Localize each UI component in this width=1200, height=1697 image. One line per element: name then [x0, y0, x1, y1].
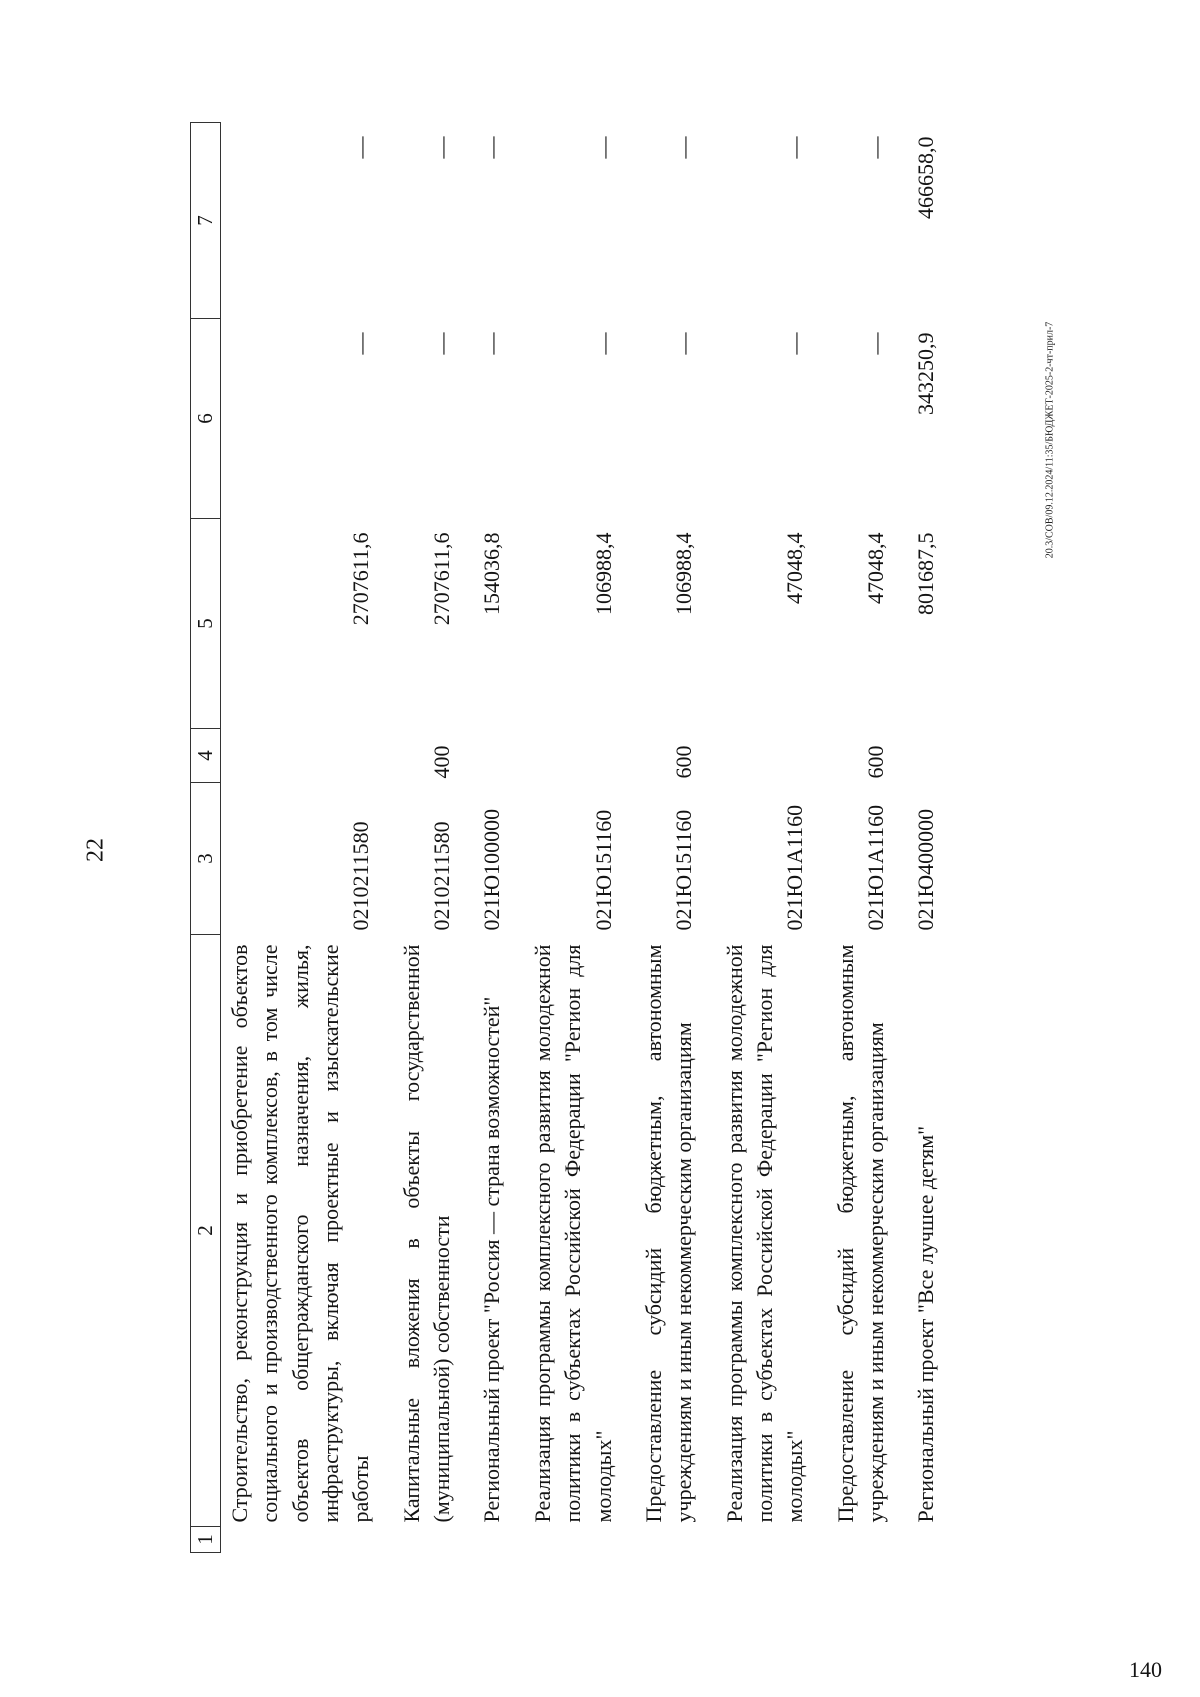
cell-value-5: 47048,4: [863, 532, 889, 604]
table-row: [700, 123, 811, 1553]
cell-value-7: —: [863, 136, 889, 159]
cell-code: 021Ю1А1160: [782, 804, 808, 931]
table-header-row: [191, 123, 221, 1553]
cell-value-5: 47048,4: [782, 532, 808, 604]
table-row: [377, 123, 458, 1553]
file-code-text: 20.3/СОВ/09.12.2024/11:35/БЮДЖЕТ-2025-2-чт-прил-7: [1044, 321, 1056, 559]
cell-type: [457, 729, 507, 783]
cell-type: 600: [671, 745, 697, 779]
cell-value-7: —: [671, 136, 697, 159]
cell-value-6: —: [348, 332, 374, 355]
cell-empty: [700, 1527, 811, 1553]
col-header-2: 2: [191, 935, 221, 1527]
cell-value-7: —: [429, 136, 455, 159]
cell-description: Региональный проект "Все лучшее детям": [913, 1125, 939, 1523]
cell-type: [220, 729, 376, 783]
budget-table: [190, 122, 942, 1553]
cell-code: 021Ю151160: [671, 809, 697, 931]
cell-value-6: 343250,9: [913, 332, 939, 415]
cell-value-6: —: [590, 332, 616, 355]
cell-value-5: 2707611,6: [348, 532, 374, 626]
col-header-6: 6: [191, 319, 221, 519]
cell-value-6: —: [479, 332, 505, 355]
cell-value-6: —: [671, 332, 697, 355]
table-row: [811, 123, 892, 1553]
cell-value-5: 106988,4: [671, 532, 697, 615]
cell-description: Предоставление субсидий бюджетным, автономным учреждениям и иным некоммерческим организациям: [832, 944, 889, 1523]
cell-code: 0210211580: [348, 821, 374, 931]
cell-description: Региональный проект "Россия — страна возможностей": [479, 996, 505, 1523]
header-number-text: 22: [82, 838, 109, 862]
cell-value-6: —: [782, 332, 808, 355]
page-number: 140: [1129, 1657, 1162, 1682]
cell-code: 021Ю1А1160: [863, 804, 889, 931]
cell-empty: [508, 1527, 619, 1553]
cell-type: 600: [863, 745, 889, 779]
cell-value-7: —: [479, 136, 505, 159]
col-header-1: 1: [191, 1527, 221, 1553]
cell-value-5: 154036,8: [479, 532, 505, 615]
cell-value-6: —: [863, 332, 889, 355]
cell-type: [700, 729, 811, 783]
cell-value-7: —: [782, 136, 808, 159]
cell-value-6: —: [429, 332, 455, 355]
cell-description: Предоставление субсидий бюджетным, автономным учреждениям и иным некоммерческим организациям: [640, 944, 697, 1523]
cell-value-7: 466658,0: [913, 136, 939, 219]
cell-value-7: —: [590, 136, 616, 159]
cell-type: [891, 729, 941, 783]
cell-type: [508, 729, 619, 783]
cell-description: Реализация программы комплексного развития молодежной политики в субъектах Российской Федерации "Регион для молодых": [721, 944, 808, 1523]
cell-empty: [457, 1527, 507, 1553]
col-header-4: 4: [191, 729, 221, 783]
col-header-5: 5: [191, 519, 221, 729]
cell-empty: [811, 1527, 892, 1553]
col-header-3: 3: [191, 783, 221, 935]
cell-value-5: 801687,5: [913, 532, 939, 615]
cell-empty: [220, 1527, 376, 1553]
cell-type: 400: [429, 745, 455, 779]
cell-description: Реализация программы комплексного развития молодежной политики в субъектах Российской Федерации "Регион для молодых": [529, 944, 616, 1523]
cell-code: 021Ю400000: [913, 808, 939, 931]
table-row: [619, 123, 700, 1553]
table-row: [891, 123, 941, 1553]
cell-value-5: 2707611,6: [429, 532, 455, 626]
cell-code: 0210211580: [429, 821, 455, 931]
cell-code: 021Ю100000: [479, 808, 505, 931]
cell-empty: [619, 1527, 700, 1553]
cell-value-5: 106988,4: [590, 532, 616, 615]
col-header-7: 7: [191, 123, 221, 319]
cell-value-7: —: [348, 136, 374, 159]
budget-table-container: [190, 123, 1016, 1553]
table-row: [457, 123, 507, 1553]
cell-code: 021Ю151160: [590, 809, 616, 931]
cell-empty: [891, 1527, 941, 1553]
table-row: [220, 123, 376, 1553]
table-row: [508, 123, 619, 1553]
cell-empty: [377, 1527, 458, 1553]
cell-description: Капитальные вложения в объекты государственной (муниципальной) собственности: [398, 944, 455, 1523]
cell-description: Строительство, реконструкция и приобретение объектов социального и производственного комплексов, в том числе объектов общегражданского назначения, жилья, инфраструктуры, включая проектные и изыскательские работы: [226, 944, 374, 1523]
